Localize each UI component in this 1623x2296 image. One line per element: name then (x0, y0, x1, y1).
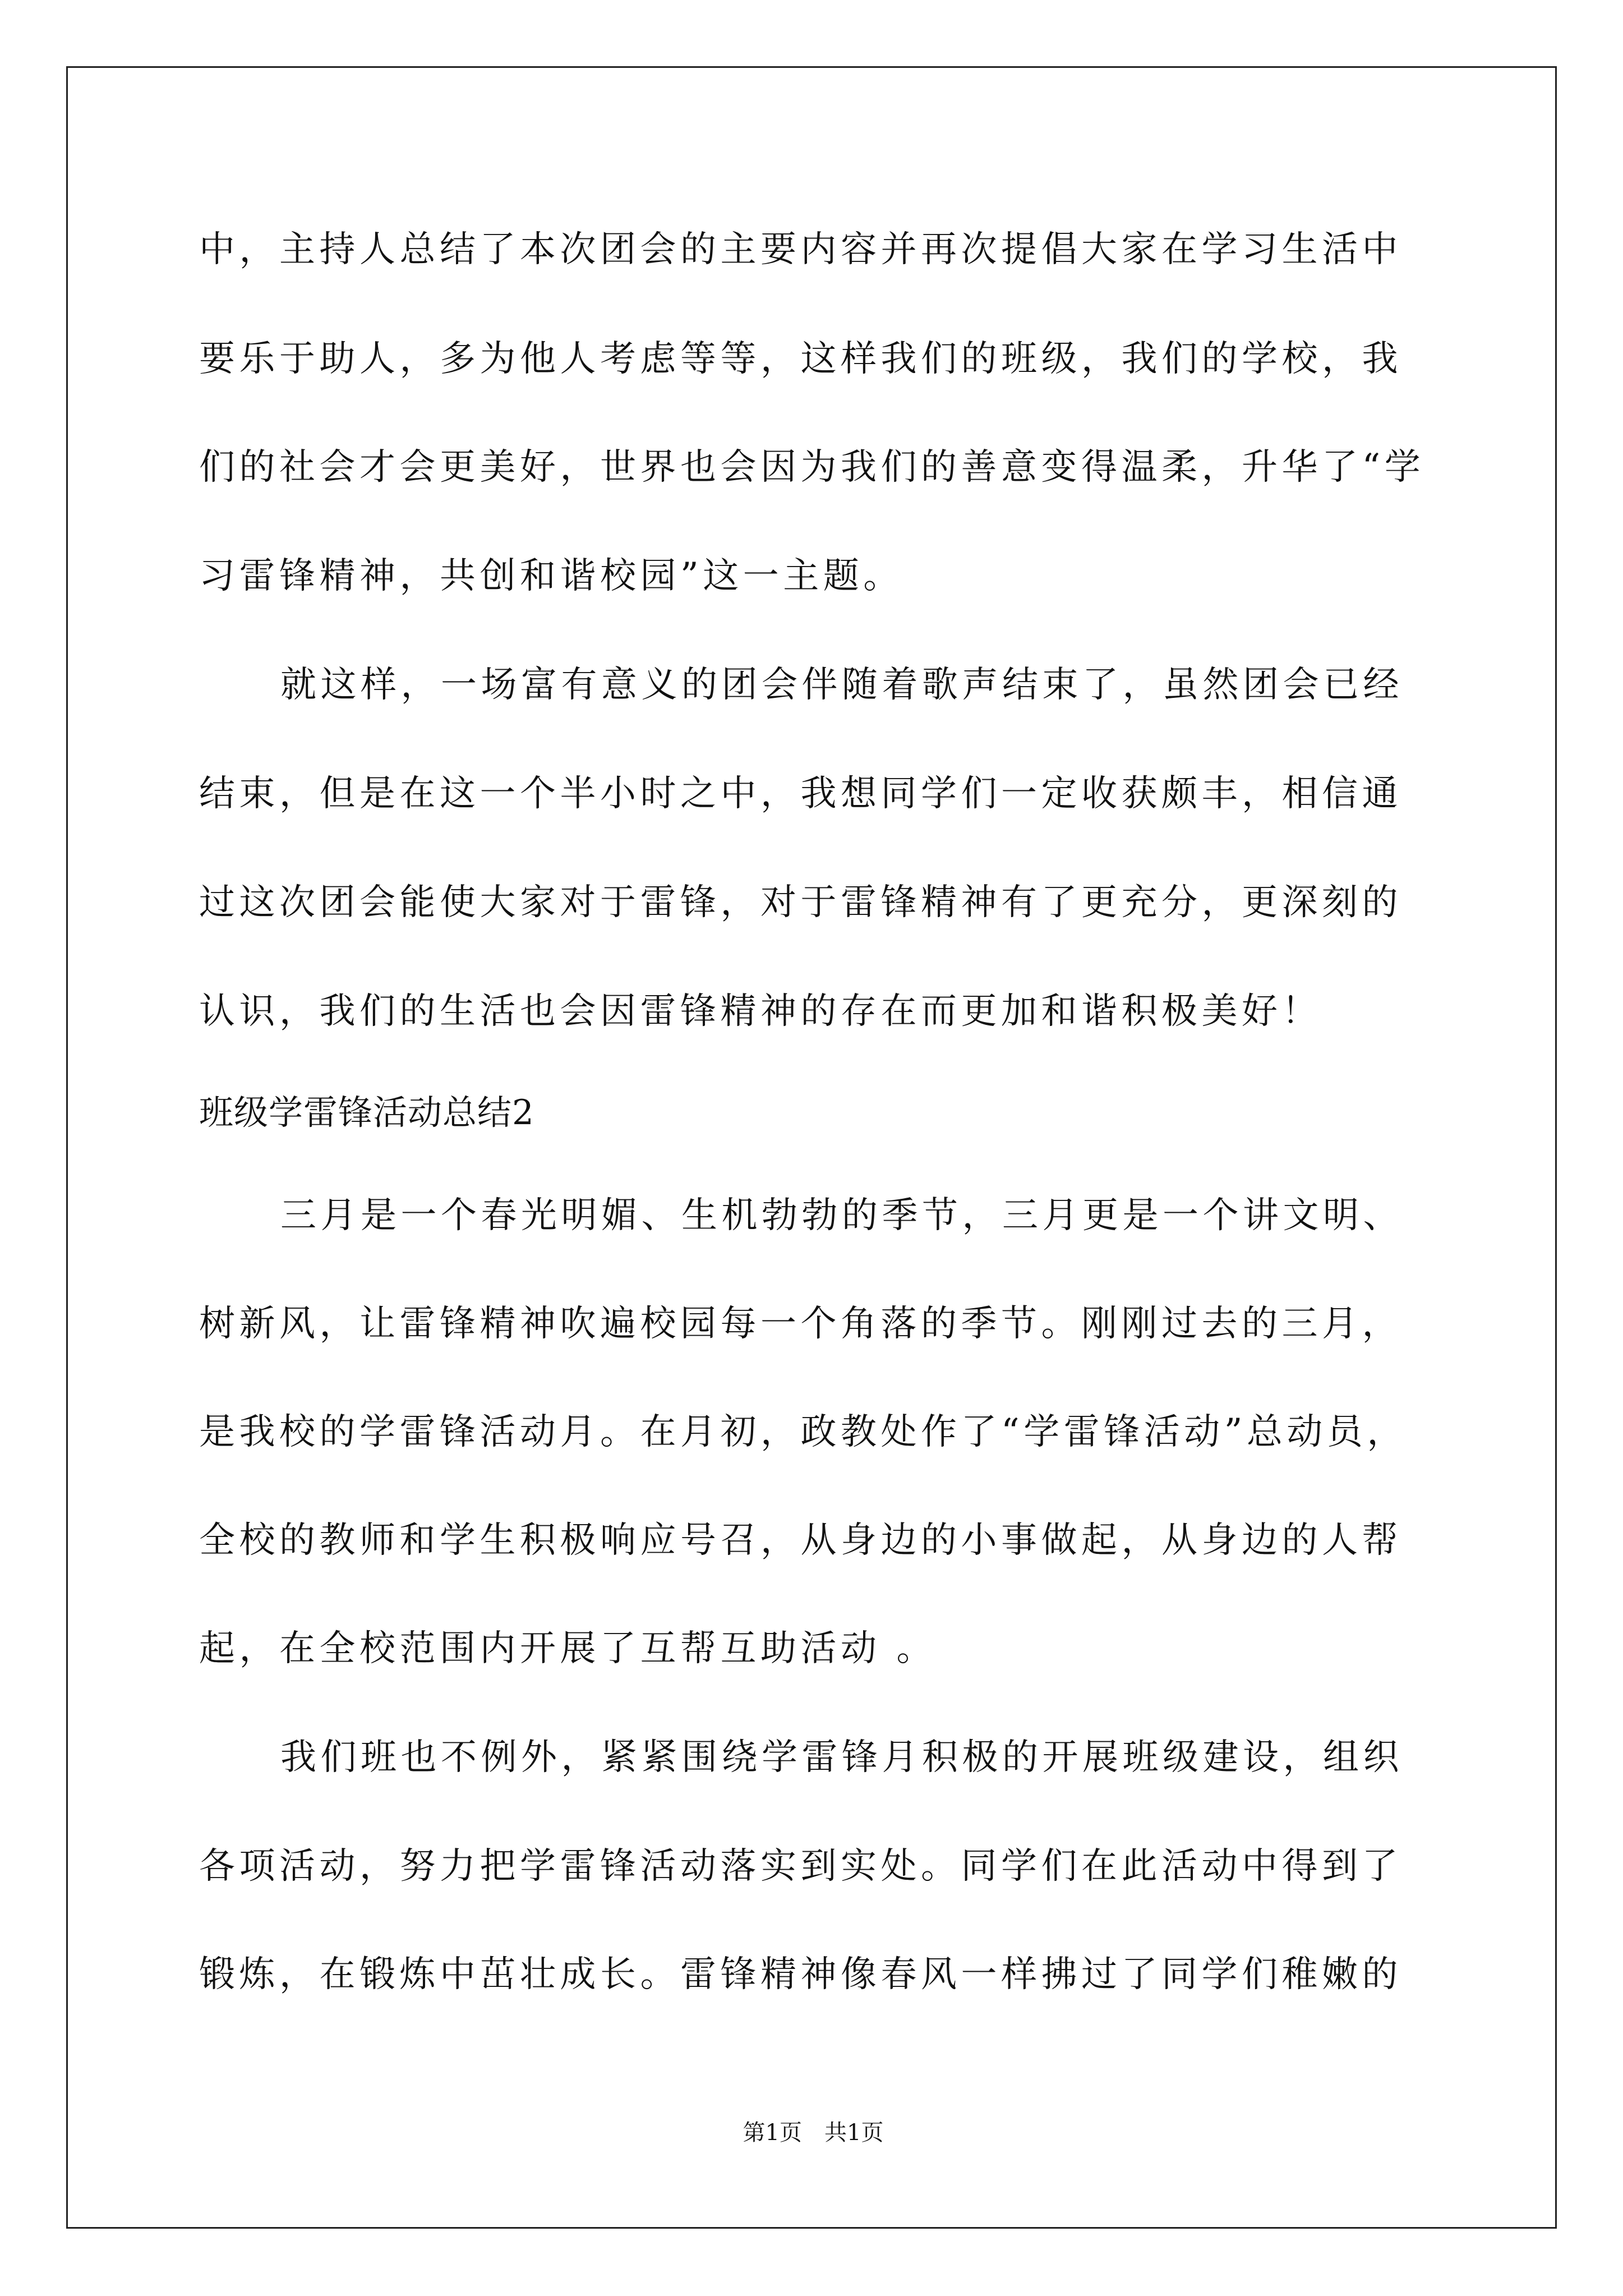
paragraph-line: 三月是一个春光明媚、生机勃勃的季节，三月更是一个讲文明、 (280, 1195, 1403, 1236)
page-border (66, 66, 1557, 2229)
paragraph-line: 就这样，一场富有意义的团会伴随着歌声结束了，虽然团会已经 (280, 664, 1403, 706)
paragraph-line: 结束，但是在这一个半小时之中，我想同学们一定收获颇丰，相信通 (199, 773, 1402, 815)
paragraph-line: 们的社会才会更美好，世界也会因为我们的善意变得温柔，升华了“学 (199, 447, 1425, 488)
paragraph-line: 各项活动，努力把学雷锋活动落实到实处。同学们在此活动中得到了 (199, 1846, 1402, 1887)
section-heading: 班级学雷锋活动总结2 (199, 1093, 534, 1133)
paragraph-line: 是我校的学雷锋活动月。在月初，政教处作了“学雷锋活动”总动员， (199, 1411, 1407, 1453)
paragraph-line: 习雷锋精神，共创和谐校园”这一主题。 (199, 555, 903, 597)
paragraph-line: 过这次团会能使大家对于雷锋，对于雷锋精神有了更充分，更深刻的 (199, 882, 1402, 923)
paragraph-line: 要乐于助人，多为他人考虑等等，这样我们的班级，我们的学校，我 (199, 338, 1402, 380)
paragraph-line: 树新风，让雷锋精神吹遍校园每一个角落的季节。刚刚过去的三月， (199, 1303, 1402, 1345)
paragraph-line: 我们班也不例外，紧紧围绕学雷锋月积极的开展班级建设，组织 (280, 1737, 1403, 1778)
paragraph-line: 认识，我们的生活也会因雷锋精神的存在而更加和谐积极美好！ (199, 991, 1322, 1032)
paragraph-line: 全校的教师和学生积极响应号召，从身边的小事做起，从身边的人帮 (199, 1520, 1402, 1561)
paragraph-line: 锻炼，在锻炼中茁壮成长。雷锋精神像春风一样拂过了同学们稚嫩的 (199, 1954, 1402, 1995)
paragraph-line: 起，在全校范围内开展了互帮互助活动 。 (199, 1628, 937, 1669)
paragraph-line: 中，主持人总结了本次团会的主要内容并再次提倡大家在学习生活中 (199, 229, 1402, 270)
page-number: 第1页 共1页 (743, 2120, 884, 2146)
